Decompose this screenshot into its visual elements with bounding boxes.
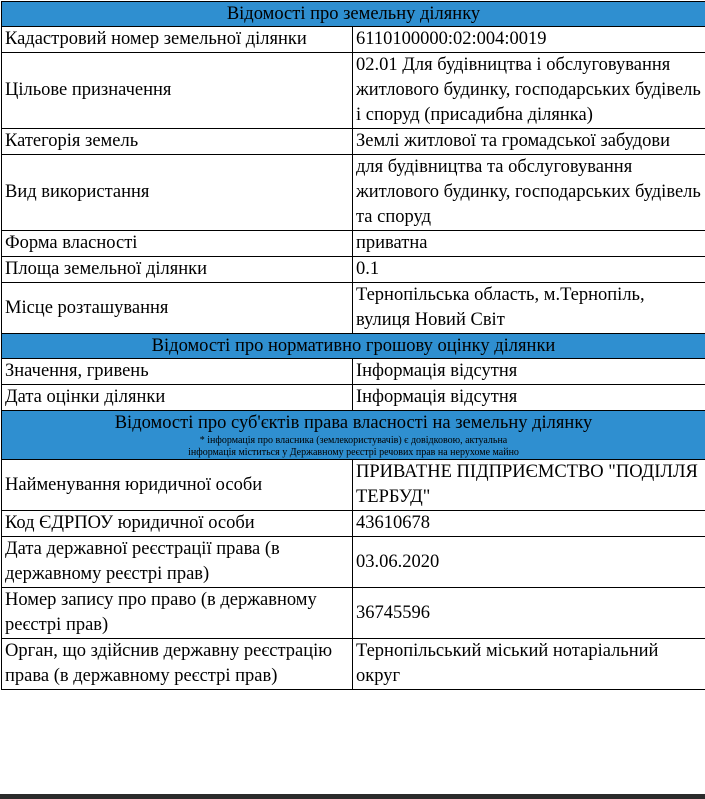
table-row [2,257,705,283]
table-row [2,129,705,155]
table-row [2,283,705,334]
table-row [2,27,705,53]
owners-note-line1: * інформація про власника (землекористувачів) є довідковою, актуальна [199,435,508,446]
owners-header-title: Відомості про суб'єктів права власності на земельну ділянку [114,413,593,433]
table-row [2,155,705,231]
owners-section-header [2,411,705,460]
ownership-form-value: приватна [353,231,705,257]
purpose-label: Цільове призначення [2,53,353,129]
land-info-table [1,1,705,690]
cadastral-number-value: 6110100000:02:004:0019 [353,27,705,53]
table-row [2,537,705,588]
purpose-value: 02.01 Для будівництва і обслуговування житлового будинку, господарських будівель і споруд (присадибна ділянка) [353,53,705,129]
legal-entity-name-label: Найменування юридичної особи [2,460,353,511]
record-number-label: Номер запису про право (в державному реєстрі прав) [2,588,353,639]
section-header-row [2,2,705,27]
record-number-value: 36745596 [353,588,705,639]
registration-date-value: 03.06.2020 [353,537,705,588]
valuation-date-value: Інформація відсутня [353,385,705,411]
area-value: 0.1 [353,257,705,283]
ownership-form-label: Форма власності [2,231,353,257]
edrpou-code-value: 43610678 [353,511,705,537]
registration-date-label: Дата державної реєстрації права (в державному реєстрі прав) [2,537,353,588]
land-section-header: Відомості про земельну ділянку [2,2,705,27]
bottom-bar [0,794,705,799]
table-row [2,231,705,257]
edrpou-code-label: Код ЄДРПОУ юридичної особи [2,511,353,537]
owners-note-line2: інформація міститься у Державному реєстрі речових прав на нерухоме майно [188,447,519,458]
location-value: Тернопільська область, м.Тернопіль, вулиця Новий Світ [353,283,705,334]
valuation-amount-value: Інформація відсутня [353,359,705,385]
area-label: Площа земельної ділянки [2,257,353,283]
table-row [2,588,705,639]
registering-authority-value: Тернопільський міський нотаріальний округ [353,639,705,690]
cadastral-number-label: Кадастровий номер земельної ділянки [2,27,353,53]
land-category-label: Категорія земель [2,129,353,155]
valuation-section-header: Відомості про нормативно грошову оцінку ділянки [2,334,705,359]
valuation-date-label: Дата оцінки ділянки [2,385,353,411]
table-row [2,460,705,511]
legal-entity-name-value: ПРИВАТНЕ ПІДПРИЄМСТВО "ПОДІЛЛЯ ТЕРБУД" [353,460,705,511]
registering-authority-label: Орган, що здійснив державну реєстрацію права (в державному реєстрі прав) [2,639,353,690]
usage-type-value: для будівництва та обслуговування житлового будинку, господарських будівель та споруд [353,155,705,231]
location-label: Місце розташування [2,283,353,334]
table-row [2,359,705,385]
table-row [2,385,705,411]
usage-type-label: Вид використання [2,155,353,231]
land-category-value: Землі житлової та громадської забудови [353,129,705,155]
table-row [2,639,705,690]
table-row [2,53,705,129]
section-header-row [2,411,705,460]
table-row [2,511,705,537]
valuation-amount-label: Значення, гривень [2,359,353,385]
section-header-row [2,334,705,359]
